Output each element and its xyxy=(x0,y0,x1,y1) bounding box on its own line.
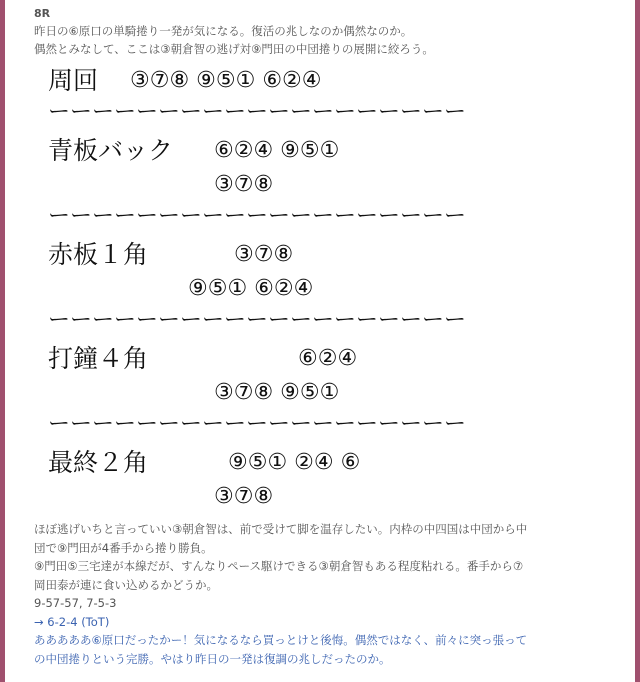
lineup-row-final-corner-2 xyxy=(48,446,624,514)
lineup-row-label: 周回 xyxy=(48,66,99,95)
comment-line: ほぼ逃げいちと言っていい③朝倉智は、前で受けて脚を温存したい。内枠の中四国は中団から中 xyxy=(34,522,528,536)
comment-line: ⑨門田⑤三宅達が本線だが、すんなりペース駆けできる③朝倉智もある程度粘れる。番手から⑦ xyxy=(34,559,524,573)
intro-line: 昨日の⑥原口の単騎捲り一発が気になる。復活の兆しなのか偶然なのか。 xyxy=(34,24,413,38)
lineup-divider: ーーーーーーーーーーーーーーーーーーー xyxy=(48,414,467,437)
race-comment xyxy=(34,520,624,668)
comment-line: 団で⑨門田が4番手から捲り勝負。 xyxy=(34,540,213,555)
lineup-row-lap xyxy=(48,64,624,98)
race-lineup xyxy=(48,64,624,514)
lineup-positions-line: ⑥②④ ⑨⑤① xyxy=(214,138,340,163)
lineup-divider: ーーーーーーーーーーーーーーーーーーー xyxy=(48,102,467,125)
lineup-positions-line: ③⑦⑧ xyxy=(214,172,274,197)
lineup-row-positions xyxy=(188,238,314,306)
right-frame-border xyxy=(635,0,640,682)
lineup-row-label: 打鐘４角 xyxy=(48,344,149,373)
lineup-row-red-corner-1 xyxy=(48,238,624,306)
lineup-divider: ーーーーーーーーーーーーーーーーーーー xyxy=(48,206,467,229)
lineup-positions-line: ③⑦⑧ ⑨⑤① ⑥②④ xyxy=(130,68,322,93)
lineup-positions-line: ⑨⑤① ⑥②④ xyxy=(188,276,314,301)
bet-picks: 9-57-57, 7-5-3 xyxy=(34,596,117,610)
lineup-row-label: 最終２角 xyxy=(48,448,149,477)
lineup-row-positions xyxy=(130,64,322,98)
lineup-positions-line: ③⑦⑧ xyxy=(214,484,274,509)
lineup-positions-line: ③⑦⑧ xyxy=(234,242,294,267)
intro-text xyxy=(34,22,624,58)
race-title: 8R xyxy=(34,7,51,20)
race-result: → 6-2-4 (ToT) xyxy=(34,614,110,629)
article-content xyxy=(34,6,624,668)
lineup-row-positions xyxy=(214,446,361,514)
intro-line: 偶然とみなして、ここは③朝倉智の逃げ対⑨門田の中団捲りの展開に絞ろう。 xyxy=(34,42,434,56)
lineup-row-positions xyxy=(214,342,358,410)
result-comment-line: あああああ⑥原口だったかー！気になるなら買っとけと後悔。偶然ではなく、前々に突っ張って xyxy=(34,633,528,647)
lineup-positions-line: ③⑦⑧ ⑨⑤① xyxy=(214,380,340,405)
lineup-row-bell-corner-4 xyxy=(48,342,624,410)
lineup-row-label: 青板バック xyxy=(48,136,174,165)
comment-line: 岡田泰が連に食い込めるかどうか。 xyxy=(34,577,218,592)
lineup-positions-line: ⑥②④ xyxy=(298,346,358,371)
lineup-divider: ーーーーーーーーーーーーーーーーーーー xyxy=(48,310,467,333)
left-frame-border xyxy=(0,0,5,682)
lineup-row-label: 赤板１角 xyxy=(48,240,149,269)
result-comment-line: の中団捲りという完勝。やはり昨日の一発は復調の兆しだったのか。 xyxy=(34,651,391,666)
lineup-row-positions xyxy=(214,134,339,202)
lineup-row-blue-back xyxy=(48,134,624,202)
lineup-positions-line: ⑨⑤① ②④ ⑥ xyxy=(228,450,361,475)
